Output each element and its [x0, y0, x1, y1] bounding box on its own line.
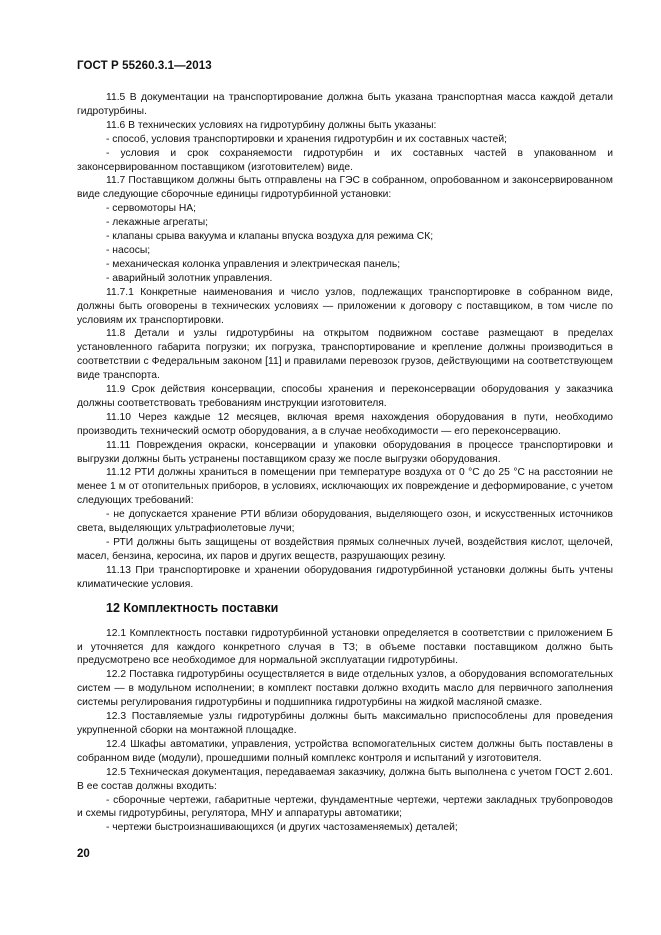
list-item: - механическая колонка управления и электрическая панель; — [106, 258, 401, 270]
paragraph: 12.3 Поставляемые узлы гидротурбины должны быть максимально приспособлены для проведения укрупненной сборки на монтажной площадке. — [77, 711, 613, 736]
paragraph: 12.5 Техническая документация, передаваемая заказчику, должна быть выполнена с учетом ГОСТ 2.601. В ее состав должны входить: — [77, 766, 613, 792]
paragraph: 11.11 Повреждения окраски, консервации и упаковки оборудования в процессе транспортировки и выгрузки должны быть устранены поставщиком сразу же после выгрузки оборудования. — [77, 439, 613, 465]
page-number: 20 — [77, 848, 90, 860]
document-header: ГОСТ Р 55260.3.1—2013 — [77, 60, 212, 72]
list-item: - условия и срок сохраняемости гидротурбин и их составных частей в упакованном и законсервированном поставщиком (изготовителем) виде. — [77, 147, 613, 173]
paragraph: 11.13 При транспортировке и хранении оборудования гидротурбинной установки должны быть учтены климатические условия. — [77, 564, 613, 590]
list-item: - сборочные чертежи, габаритные чертежи, фундаментные чертежи, чертежи закладных трубопроводов и схемы гидротурбины, регулятора, МНУ и аппаратуры автоматики; — [77, 794, 613, 820]
list-item: - не допускается хранение РТИ вблизи оборудования, выделяющего озон, и искусственных источников света, выделяющих ультрафиолетовые лучи; — [77, 509, 613, 535]
section-heading: 12 Комплектность поставки — [106, 600, 279, 615]
list-item: - клапаны срыва вакуума и клапаны впуска воздуха для режима СК; — [106, 231, 434, 243]
paragraph: 11.5 В документации на транспортирование должна быть указана транспортная масса каждой детали гидротурбины. — [77, 92, 613, 117]
list-item: - насосы; — [106, 244, 151, 256]
paragraph: 11.9 Срок действия консервации, способы хранения и переконсервации оборудования у заказчика должны соответствовать требованиям инструкции изготовителя. — [77, 384, 613, 409]
document-body — [77, 91, 613, 835]
list-item: - РТИ должны быть защищены от воздействия прямых солнечных лучей, воздействия кислот, щелочей, масел, бензина, керосина, их паров и других веществ, разрушающих резину. — [77, 537, 613, 562]
paragraph: 11.10 Через каждые 12 месяцев, включая время нахождения оборудования в пути, необходимо производить технический осмотр оборудования, а в случае необходимости — его переконсервацию. — [77, 411, 613, 437]
paragraph: 12.4 Шкафы автоматики, управления, устройства вспомогательных систем должны быть поставлены в собранном виде (модули), прошедшими полный комплекс контроля и испытаний у изготовителя. — [77, 738, 613, 764]
paragraph: 12.2 Поставка гидротурбины осуществляется в виде отдельных узлов, а оборудования вспомогательных систем — в модульном исполнении; в комплект поставки должно входить масло для первичного заполнения системы регулирования гидротурбины и подшипника гидротурбины на жидкой масляной смазке. — [77, 669, 613, 709]
paragraph: 11.7 Поставщиком должны быть отправлены на ГЭС в собранном, опробованном и законсервированном виде следующие сборочные единицы гидротурбинной установки: — [77, 175, 613, 201]
paragraph: 11.12 РТИ должны храниться в помещении при температуре воздуха от 0 °С до 25 °С на расстоянии не менее 1 м от отопительных приборов, в условиях, исключающих их повреждение и деформирование, с учетом следующих требований: — [77, 467, 613, 507]
list-item: - лекажные агрегаты; — [106, 217, 208, 229]
list-item: - чертежи быстроизнашивающихся (и других частозаменяемых) деталей; — [106, 822, 458, 834]
paragraph: 12.1 Комплектность поставки гидротурбинной установки определяется в соответствии с приложением Б и уточняется для каждого конкретного случая в ТЗ; в объеме поставки поставщиком должно быть предусмотрено все необходимое для нормальной эксплуатации гидротурбины. — [77, 627, 613, 667]
paragraph: 11.6 В технических условиях на гидротурбину должны быть указаны: — [106, 119, 437, 131]
list-item: - сервомоторы НА; — [106, 203, 197, 215]
list-item: - способ, условия транспортировки и хранения гидротурбин и их составных частей; — [106, 133, 507, 145]
list-item: - аварийный золотник управления. — [106, 272, 273, 284]
paragraph: 11.7.1 Конкретные наименования и число узлов, подлежащих транспортировке в собранном виде, должны быть оговорены в технических условиях — приложении к договору с поставщиком, в том числе по условиям их транспортировки. — [77, 286, 613, 326]
paragraph: 11.8 Детали и узлы гидротурбины на открытом подвижном составе размещают в пределах установленного габарита погрузки; их погрузка, транспортирование и крепление должны производиться в соответствии с Федеральным законом [11] и правилами перевозок грузов, действующими на соответствующем виде транспорта. — [77, 328, 613, 382]
